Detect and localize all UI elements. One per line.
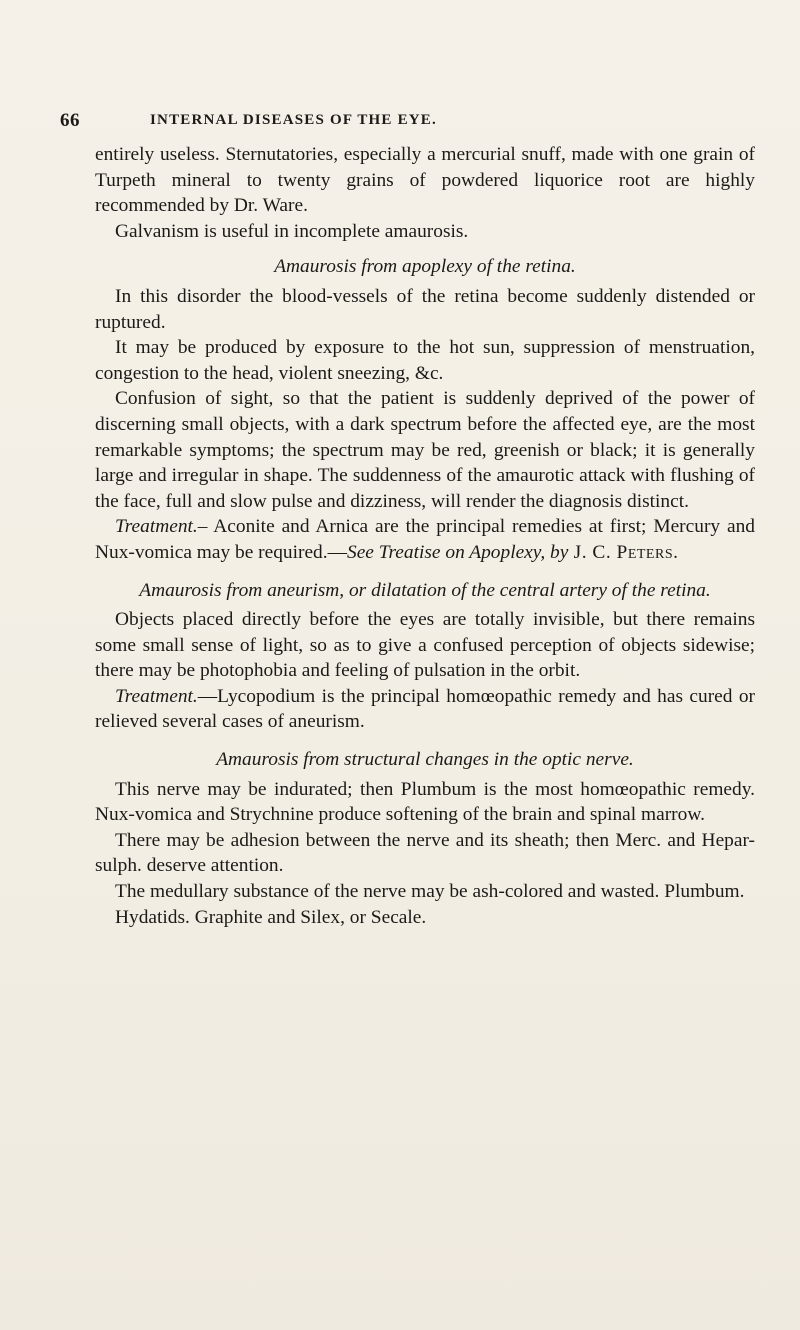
section-heading-aneurism: Amaurosis from aneurism, or dilatation of the central artery of the retina. xyxy=(139,579,711,601)
paragraph: In this disorder the blood-vessels of the retina become suddenly distended or ruptured. xyxy=(95,285,755,333)
treatment-paragraph xyxy=(95,514,755,565)
intro-paragraph: entirely useless. Sternutatories, especially a mercurial snuff, made with one grain of Turpeth mineral to twenty grains of powdered liquorice root are highly recommended by Dr. Ware. xyxy=(95,144,755,217)
treatment-label: Treatment. xyxy=(115,685,198,707)
page-number: 66 xyxy=(60,110,80,131)
paragraph: Confusion of sight, so that the patient is suddenly deprived of the power of discerning small objects, with a dark spectrum before the affected eye, are the most remarkable symptoms; the spectrum may be red, greenish or black; it is generally large and irregular in shape. The suddenness of the amaurotic attack with flushing of the face, full and slow pulse and dizziness, will render the diagnosis distinct. xyxy=(95,388,755,512)
treatment-text: —Lycopodium is the principal homœopathic remedy and has cured or relieved several cases of aneurism. xyxy=(95,685,755,733)
treatment-label: Treatment.– xyxy=(115,516,208,538)
paragraph: It may be produced by exposure to the hot sun, suppression of menstruation, congestion to the head, violent sneezing, &c. xyxy=(95,337,755,384)
running-title: INTERNAL DISEASES OF THE EYE. xyxy=(150,112,437,128)
paragraph: There may be adhesion between the nerve and its sheath; then Merc. and Hepar-sulph. deserve attention. xyxy=(95,829,755,877)
galvanism-paragraph: Galvanism is useful in incomplete amaurosis. xyxy=(115,220,469,242)
page-header xyxy=(60,110,740,136)
paragraph: Objects placed directly before the eyes are totally invisible, but there remains some small sense of light, so as to give a confused perception of objects sidewise; there may be photophobia and feeling of pulsation in the orbit. xyxy=(95,609,755,682)
author-name: J. C. Peters. xyxy=(568,541,679,563)
see-reference: See Treatise on Apoplexy, by xyxy=(347,541,569,563)
section-heading-optic-nerve: Amaurosis from structural changes in the optic nerve. xyxy=(216,749,634,771)
treatment-text: Aconite and Arnica are the principal remedies at first; Mercury and Nux-vomica may be required.— xyxy=(95,516,755,563)
section-heading-apoplexy: Amaurosis from apoplexy of the retina. xyxy=(274,256,576,278)
paragraph: This nerve may be indurated; then Plumbum is the most homœopathic remedy. Nux-vomica and Strychnine produce softening of the brain and spinal marrow. xyxy=(95,778,755,826)
paragraph: The medullary substance of the nerve may be ash-colored and wasted. Plumbum. xyxy=(115,881,745,903)
page-body xyxy=(95,142,755,930)
paragraph: Hydatids. Graphite and Silex, or Secale. xyxy=(115,906,427,928)
treatment-paragraph xyxy=(95,684,755,735)
